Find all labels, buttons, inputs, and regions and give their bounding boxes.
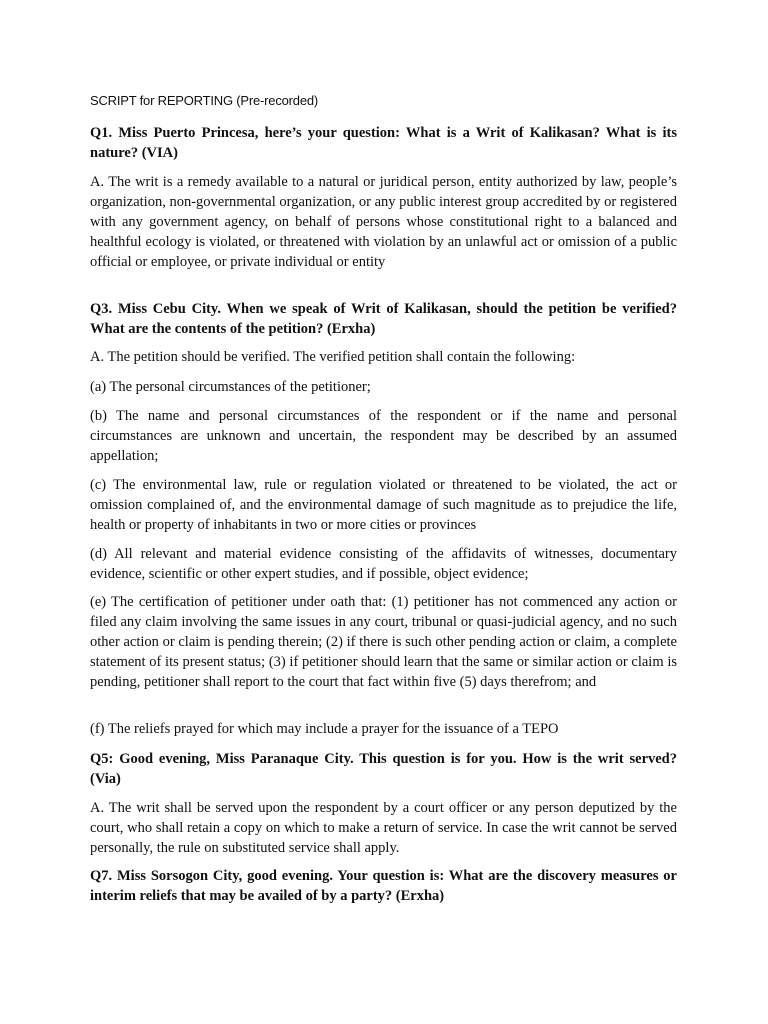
question-q5: Q5: Good evening, Miss Paranaque City. This question is for you. How is the writ served? (Via) bbox=[90, 751, 677, 787]
answer-q3-item-c: (c) The environmental law, rule or regulation violated or threatened to be violated, the act or omission complained of, and the environmental damage of such magnitude as to prejudice the life, health or property of inhabitants in two or more cities or provinces bbox=[90, 477, 677, 533]
answer-q1: A. The writ is a remedy available to a natural or juridical person, entity authorized by law, people’s organization, non-governmental organization, or any public interest group accredited by or registered with any government agency, on behalf of persons whose constitutional right to a balanced and healthful ecology is violated, or threatened with violation by an unlawful act or omission of a public official or employee, or private individual or entity bbox=[90, 174, 677, 270]
answer-q3-item-e: (e) The certification of petitioner under oath that: (1) petitioner has not commenced any action or filed any claim involving the same issues in any court, tribunal or quasi-judicial agency, and no such other action or claim is pending therein; (2) if there is such other pending action or claim, a complete statement of its present status; (3) if petitioner should learn that the same or similar action or claim is pending, petitioner shall report to the court that fact within five (5) days therefrom; and bbox=[90, 594, 677, 690]
answer-q3-item-b: (b) The name and personal circumstances of the respondent or if the name and personal circumstances are unknown and uncertain, the respondent may be described by an assumed appellation; bbox=[90, 408, 677, 464]
answer-q3-item-a: (a) The personal circumstances of the petitioner; bbox=[90, 379, 371, 395]
question-q1: Q1. Miss Puerto Princesa, here’s your question: What is a Writ of Kalikasan? What is its nature? (VIA) bbox=[90, 125, 677, 161]
answer-q5: A. The writ shall be served upon the respondent by a court officer or any person deputized by the court, who shall retain a copy on which to make a return of service. In case the writ cannot be served personally, the rule on substituted service shall apply. bbox=[90, 800, 677, 856]
answer-q3-intro: A. The petition should be verified. The verified petition shall contain the following: bbox=[90, 349, 576, 365]
document-heading: SCRIPT for REPORTING (Pre-recorded) bbox=[90, 93, 319, 108]
answer-q3-item-d: (d) All relevant and material evidence consisting of the affidavits of witnesses, documentary evidence, scientific or other expert studies, and if possible, object evidence; bbox=[90, 546, 677, 582]
question-q3: Q3. Miss Cebu City. When we speak of Writ of Kalikasan, should the petition be verified? What are the contents of the petition? (Erxha) bbox=[90, 301, 677, 337]
question-q7: Q7. Miss Sorsogon City, good evening. Your question is: What are the discovery measures or interim reliefs that may be availed of by a party? (Erxha) bbox=[90, 868, 677, 904]
answer-q3-item-f: (f) The reliefs prayed for which may include a prayer for the issuance of a TEPO bbox=[90, 721, 559, 737]
